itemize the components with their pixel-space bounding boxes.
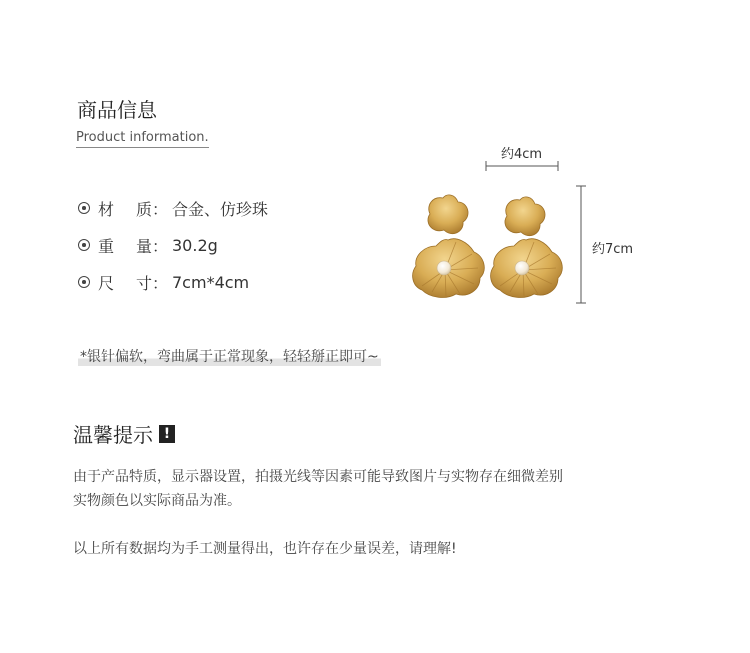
spec-label: 材: [98, 199, 115, 219]
height-dimension-line: [576, 186, 586, 303]
tips-paragraph-2: 以上所有数据均为手工测量得出，也许存在少量误差，请理解!: [73, 541, 457, 557]
spec-value: 30.2g: [172, 235, 218, 255]
spec-label-suffix: 量：: [136, 236, 169, 256]
earring-left: [413, 195, 485, 298]
tips-heading: [73, 419, 175, 448]
section-title: 商品信息: [77, 98, 157, 122]
spec-label-suffix: 质：: [136, 199, 169, 219]
tips-title: 温馨提示: [73, 423, 153, 447]
warning-icon: !: [159, 425, 175, 443]
spec-value: 合金、仿珍珠: [172, 199, 269, 219]
spec-label-suffix: 寸：: [136, 273, 169, 293]
width-dimension-line: [486, 161, 558, 171]
spec-label: 尺: [98, 273, 115, 293]
tips-line: 实物颜色以实际商品为准。: [73, 493, 241, 509]
spec-value: 7cm*4cm: [172, 272, 250, 292]
section-subtitle: Product information.: [76, 130, 209, 148]
height-label: 约7cm: [592, 242, 634, 257]
care-note: *银针偏软，弯曲属于正常现象，轻轻掰正即可~: [78, 346, 381, 366]
earring-right: [491, 197, 563, 298]
tips-paragraph-1: [73, 465, 563, 513]
width-label: 约4cm: [501, 147, 543, 162]
tips-line: 由于产品特质，显示器设置，拍摄光线等因素可能导致图片与实物存在细微差别: [73, 469, 563, 485]
spec-label: 重: [98, 236, 115, 256]
